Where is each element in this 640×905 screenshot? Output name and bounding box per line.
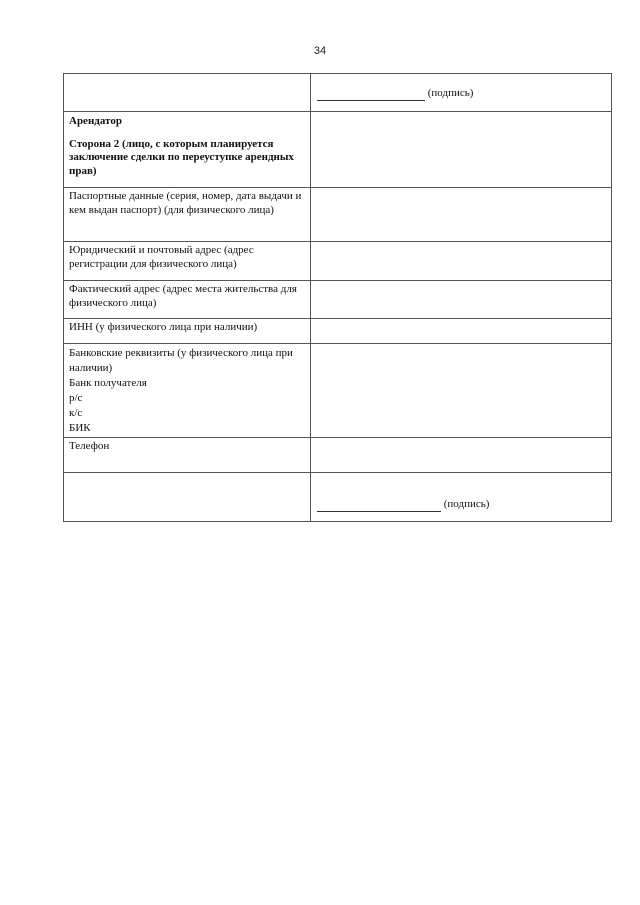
- bik-label: БИК: [69, 422, 91, 434]
- signature-line[interactable]: [317, 89, 425, 101]
- empty-cell: [64, 74, 311, 112]
- account-label: р/с: [69, 392, 83, 404]
- signature-cell-bottom: [311, 473, 612, 522]
- actual-address-value-cell[interactable]: [311, 281, 612, 319]
- bank-value-cell[interactable]: [311, 344, 612, 438]
- passport-value-cell[interactable]: [311, 188, 612, 242]
- label-cell: [64, 319, 311, 344]
- corr-account-label: к/с: [69, 407, 83, 419]
- label-cell: [64, 438, 311, 473]
- inn-value-cell[interactable]: [311, 319, 612, 344]
- empty-cell: [64, 473, 311, 522]
- table-row: [64, 473, 612, 522]
- signature-label: (подпись): [443, 498, 490, 510]
- table-row: [64, 242, 612, 281]
- legal-address-label: Юридический и почтовый адрес (адрес регистрации для физического лица): [69, 244, 254, 270]
- page-number: 34: [313, 45, 327, 57]
- table-row: [64, 188, 612, 242]
- table-row: [64, 344, 612, 438]
- table-row: [64, 438, 612, 473]
- inn-label: ИНН (у физического лица при наличии): [69, 321, 258, 333]
- actual-address-label: Фактический адрес (адрес места жительства для физического лица): [69, 283, 297, 309]
- signature-cell-top: [311, 74, 612, 112]
- table-row: [64, 319, 612, 344]
- label-cell: [64, 242, 311, 281]
- signature-label: (подпись): [427, 87, 474, 99]
- table-row: [64, 281, 612, 319]
- phone-value-cell[interactable]: [311, 438, 612, 473]
- phone-label: Телефон: [69, 440, 110, 452]
- passport-label: Паспортные данные (серия, номер, дата выдачи и кем выдан паспорт) (для физического лица): [69, 190, 302, 216]
- bank-label: Банк получателя: [69, 377, 147, 389]
- value-cell[interactable]: [311, 112, 612, 188]
- label-cell: [64, 281, 311, 319]
- legal-address-value-cell[interactable]: [311, 242, 612, 281]
- table-row: [64, 74, 612, 112]
- party2-heading: Сторона 2 (лицо, с которым планируется заключение сделки по переуступке арендных прав): [69, 137, 294, 177]
- label-cell: [64, 188, 311, 242]
- signature-line[interactable]: [317, 500, 441, 512]
- party-heading-cell: [64, 112, 311, 188]
- tenant-heading: Арендатор: [69, 115, 122, 127]
- label-cell: [64, 344, 311, 438]
- bank-details-label: Банковские реквизиты (у физического лица при наличии): [69, 347, 293, 374]
- party-details-table: [63, 73, 612, 522]
- table-row: [64, 112, 612, 188]
